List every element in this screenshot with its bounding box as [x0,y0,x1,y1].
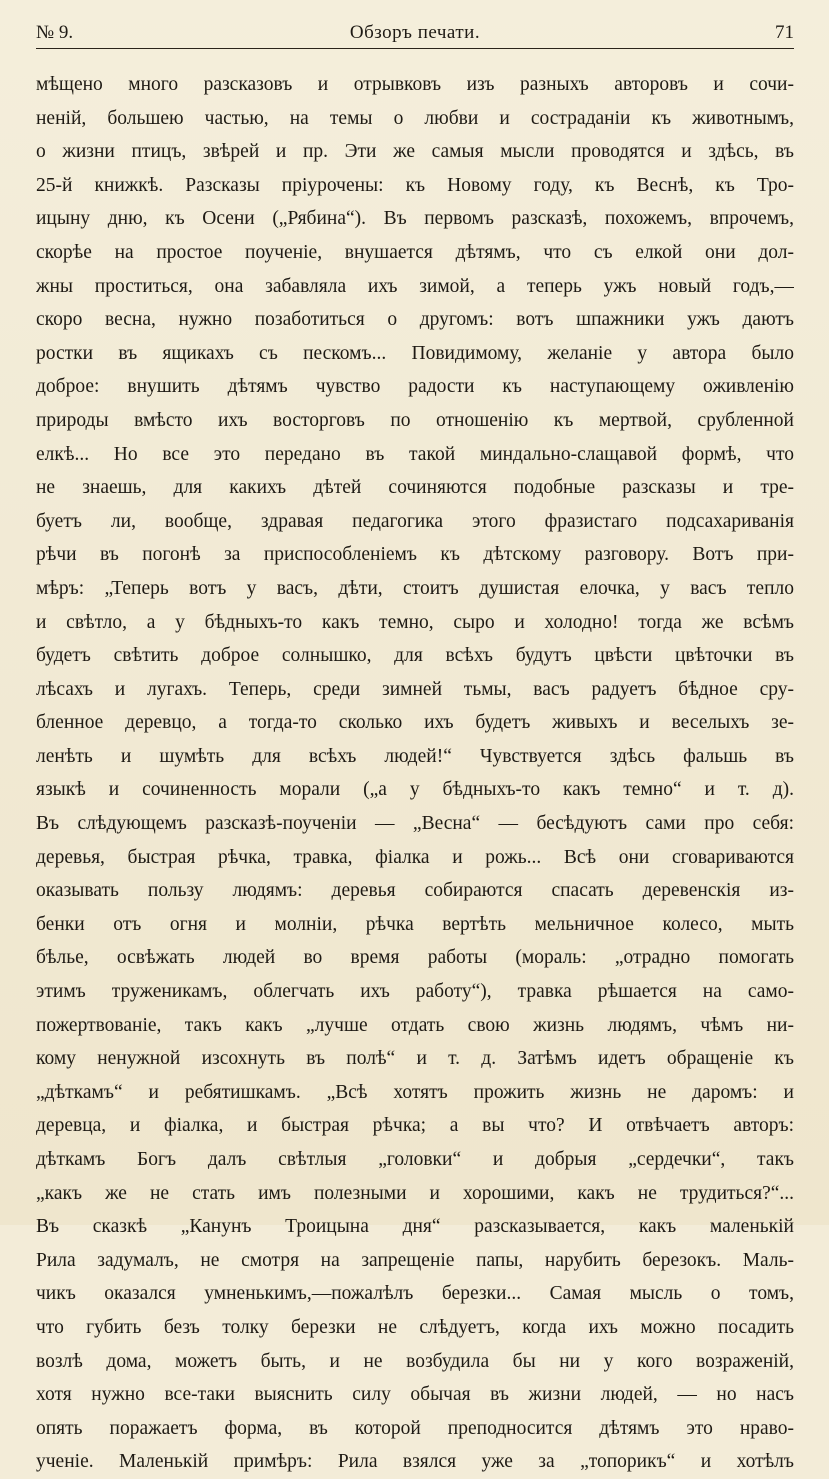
text-line: деревца, и фіалка, и быстрая рѣчка; а вы что? И отвѣчаетъ авторъ: [36,1115,794,1137]
running-title: Обзоръ печати. [349,22,481,43]
text-line: опять поражаетъ форма, въ которой преподносится дѣтямъ это нраво- [36,1417,794,1439]
text-line: и свѣтло, а у бѣдныхъ-то какъ темно, сыро и холодно! тогда же всѣмъ [36,611,794,633]
text-line: пожертвованіе, такъ какъ „лучше отдать свою жизнь людямъ, чѣмъ ни- [36,1014,794,1036]
text-line: Рила задумалъ, не смотря на запрещеніе папы, нарубить березокъ. Маль- [36,1249,794,1271]
text-line: чикъ оказался умненькимъ,—пожалѣлъ березки... Самая мысль о томъ, [36,1283,794,1305]
text-line: скорѣе на простое поученіе, внушается дѣтямъ, что съ елкой они дол- [36,241,794,263]
text-line: мѣръ: „Теперь вотъ у васъ, дѣти, стоитъ душистая елочка, у васъ тепло [36,577,794,599]
text-line: мѣщено много разсказовъ и отрывковъ изъ разныхъ авторовъ и сочи- [36,74,794,95]
text-line: кому ненужной изсохнуть въ полѣ“ и т. д. Затѣмъ идетъ обращеніе къ [36,1048,794,1070]
text-line: рѣчи въ погонѣ за приспособленіемъ къ дѣтскому разговору. Вотъ при- [36,544,794,566]
text-line: бѣлье, освѣжать людей во время работы (мораль: „отрадно помогать [36,947,794,969]
text-line: дѣткамъ Богъ далъ свѣтлыя „головки“ и добрыя „сердечки“, такъ [36,1149,794,1170]
text-line: будетъ свѣтить доброе солнышко, для всѣхъ будутъ цвѣсти цвѣточки въ [36,645,794,667]
text-line: доброе: внушить дѣтямъ чувство радости къ наступающему оживленію [36,376,794,398]
page-header [36,22,794,48]
text-line: не знаешь, для какихъ дѣтей сочиняются подобные разсказы и тре- [36,477,794,499]
text-line: возлѣ дома, можетъ быть, и не возбудила бы ни у кого возраженій, [36,1350,794,1372]
text-line: природы вмѣсто ихъ восторговъ по отношенію къ мертвой, срубленной [36,409,794,431]
text-line: что губить безъ толку березки не слѣдуетъ, когда ихъ можно посадить [36,1316,794,1338]
text-line: ленѣть и шумѣть для всѣхъ людей!“ Чувствуется здѣсь фальшь въ [36,745,794,767]
text-line: ученіе. Маленькій примѣръ: Рила взялся уже за „топорикъ“ и хотѣлъ [36,1451,794,1473]
text-line: „какъ же не стать имъ полезными и хорошими, какъ не трудиться?“... [36,1182,794,1204]
text-line: ростки въ ящикахъ съ пескомъ... Повидимому, желаніе у автора было [36,342,794,364]
page-number: 71 [775,22,794,43]
text-line: о жизни птицъ, звѣрей и пр. Эти же самыя мысли проводятся и здѣсь, въ [36,141,794,163]
text-line: неній, большею частью, на темы о любви и состраданіи къ животнымъ, [36,107,794,129]
text-line: бленное деревцо, а тогда-то сколько ихъ будетъ живыхъ и веселыхъ зе- [36,712,794,734]
text-line: лѣсахъ и лугахъ. Теперь, среди зимней тьмы, васъ радуетъ бѣдное сру- [36,678,794,700]
text-line: языкѣ и сочиненность морали („а у бѣдныхъ-то какъ темно“ и т. д). [36,779,794,801]
text-line: этимъ труженикамъ, облегчать ихъ работу“), травка рѣшается на само- [36,981,794,1003]
text-line: Въ слѣдующемъ разсказѣ-поученіи — „Весна“ — бесѣдуютъ сами про себя: [36,813,794,835]
header-rule [36,48,794,49]
body-text [36,68,794,1479]
text-line: буетъ ли, вообще, здравая педагогика этого фразистаго подсахариванія [36,510,794,532]
text-line: „дѣткамъ“ и ребятишкамъ. „Всѣ хотятъ прожить жизнь не даромъ: и [36,1081,794,1103]
text-line: оказывать пользу людямъ: деревья собираются спасать деревенскія из- [36,880,794,902]
text-line: Въ сказкѣ „Канунъ Троицына дня“ разсказывается, какъ маленькій [36,1216,794,1238]
text-line: 25-й книжкѣ. Разсказы пріурочены: къ Новому году, къ Веснѣ, къ Тро- [36,174,794,196]
issue-number: № 9. [36,22,74,43]
text-line: хотя нужно все-таки выяснить силу обычая въ жизни людей, — но насъ [36,1384,794,1406]
text-line: бенки отъ огня и молніи, рѣчка вертѣть мельничное колесо, мыть [36,913,794,935]
text-line: деревья, быстрая рѣчка, травка, фіалка и рожь... Всѣ они сговариваются [36,846,794,868]
text-line: елкѣ... Но все это передано въ такой миндально-слащавой формѣ, что [36,443,794,465]
text-line: жны проститься, она забавляла ихъ зимой, а теперь ужъ новый годъ,— [36,275,794,297]
text-line: скоро весна, нужно позаботиться о другомъ: вотъ шпажники ужъ даютъ [36,309,794,331]
text-line: ицыну дню, къ Осени („Рябина“). Въ первомъ разсказѣ, похожемъ, впрочемъ, [36,208,794,230]
